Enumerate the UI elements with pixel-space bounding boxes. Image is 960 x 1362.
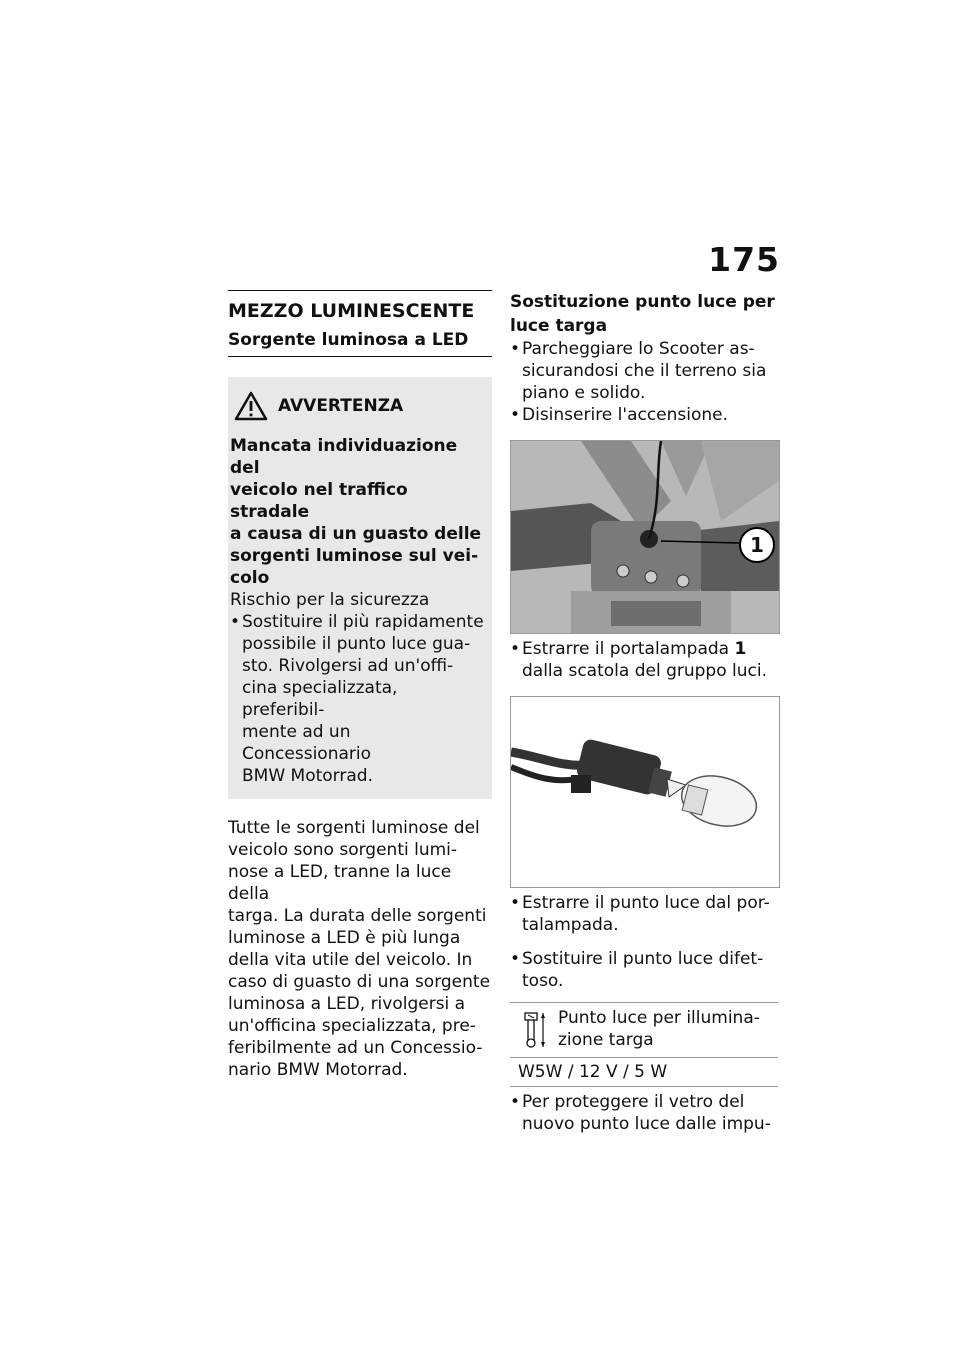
- warning-action-line: possibile il punto luce gua-: [242, 634, 471, 654]
- step-text: Estrarre il portalampada: [522, 639, 735, 659]
- callout-number: 1: [750, 533, 764, 557]
- body-line: feribilmente ad un Concessio-: [228, 1038, 483, 1058]
- warning-hazard-line: Mancata individuazione del: [230, 436, 458, 478]
- list-item: [510, 892, 782, 936]
- warning-action-line: sto. Rivolgersi ad un'offi-: [242, 656, 454, 676]
- step-line: • Disinserire l'accensione.: [522, 405, 729, 425]
- steps-list-4: [510, 1091, 782, 1135]
- warning-hazard-line: a causa di un guasto delle: [230, 524, 482, 544]
- bulb-spec-icon: [521, 1011, 547, 1049]
- procedure-title-line: luce targa: [510, 316, 608, 336]
- warning-header: [230, 391, 484, 421]
- warning-action-line: • Sostituire il più rapidamente: [242, 612, 484, 632]
- steps-list-2: [510, 638, 782, 682]
- warning-action-line: BMW Motorrad.: [242, 766, 373, 786]
- spec-label-line: Punto luce per illumina-: [558, 1008, 760, 1028]
- spec-header: [510, 1003, 778, 1058]
- body-line: luminosa a LED, rivolgersi a: [228, 994, 466, 1014]
- spec-icon-cell: [510, 1007, 558, 1051]
- list-item: [510, 404, 782, 426]
- step-line: [522, 638, 782, 660]
- step-line: sicurandosi che il terreno sia: [522, 361, 767, 381]
- warning-hazard: [230, 435, 484, 589]
- step-line: • Estrarre il punto luce dal por-: [522, 893, 770, 913]
- step-line: toso.: [522, 971, 564, 991]
- list-item: [230, 611, 484, 787]
- warning-action-line: cina specializzata, preferibil-: [242, 678, 398, 720]
- spec-value: W5W / 12 V / 5 W: [518, 1062, 668, 1082]
- spec-label-line: zione targa: [558, 1030, 654, 1050]
- lamp-holder-photo: [510, 440, 780, 634]
- section-title: MEZZO LUMINESCENTE: [228, 300, 475, 322]
- step-line: • Per proteggere il vetro del: [522, 1092, 745, 1112]
- step-line: nuovo punto luce dalle impu-: [522, 1114, 771, 1134]
- page-number: 175: [708, 240, 780, 279]
- steps-list-1: [510, 338, 782, 426]
- body-paragraph: [228, 817, 492, 1081]
- step-line: piano e solido.: [522, 383, 646, 403]
- body-line: targa. La durata delle sorgenti: [228, 906, 487, 926]
- spec-table: [510, 1002, 778, 1087]
- left-column: [228, 290, 492, 1081]
- body-line: luminose a LED è più lunga: [228, 928, 461, 948]
- list-item: [510, 1091, 782, 1135]
- step-line: dalla scatola del gruppo luci.: [522, 661, 767, 681]
- warning-triangle-icon: [234, 391, 268, 421]
- warning-risk: Rischio per la sicurezza: [230, 590, 430, 610]
- bulb-illustration: [511, 697, 779, 887]
- spec-label: [558, 1007, 760, 1051]
- list-item: [510, 948, 782, 992]
- warning-action-line: mente ad un Concessionario: [242, 722, 371, 764]
- warning-hazard-line: sorgenti luminose sul vei-: [230, 546, 479, 566]
- body-line: nario BMW Motorrad.: [228, 1060, 408, 1080]
- bulb-photo: [510, 696, 780, 888]
- warning-hazard-line: veicolo nel traffico stradale: [230, 480, 408, 522]
- list-item: [510, 638, 782, 682]
- section-rule: [228, 290, 492, 291]
- body-line: Tutte le sorgenti luminose del: [228, 818, 480, 838]
- right-column: [510, 290, 782, 1135]
- step-line: • Sostituire il punto luce difet-: [522, 949, 764, 969]
- body-line: nose a LED, tranne la luce della: [228, 862, 452, 904]
- lamp-holder-illustration: [511, 441, 779, 633]
- steps-list-3: [510, 892, 782, 992]
- body-line: caso di guasto di una sorgente: [228, 972, 491, 992]
- warning-title: AVVERTENZA: [278, 396, 404, 416]
- procedure-title: [510, 290, 782, 338]
- body-line: un'officina specializzata, pre-: [228, 1016, 476, 1036]
- warning-actions: [230, 611, 484, 787]
- warning-hazard-line: colo: [230, 568, 270, 588]
- warning-box: [228, 377, 492, 799]
- procedure-title-line: Sostituzione punto luce per: [510, 292, 775, 312]
- list-item: [510, 338, 782, 404]
- subsection-title: Sorgente luminosa a LED: [228, 328, 492, 357]
- step-ref-number: 1: [734, 639, 747, 659]
- body-line: della vita utile del veicolo. In: [228, 950, 473, 970]
- step-line: • Parcheggiare lo Scooter as-: [522, 339, 755, 359]
- body-line: veicolo sono sorgenti lumi-: [228, 840, 458, 860]
- step-line: talampada.: [522, 915, 619, 935]
